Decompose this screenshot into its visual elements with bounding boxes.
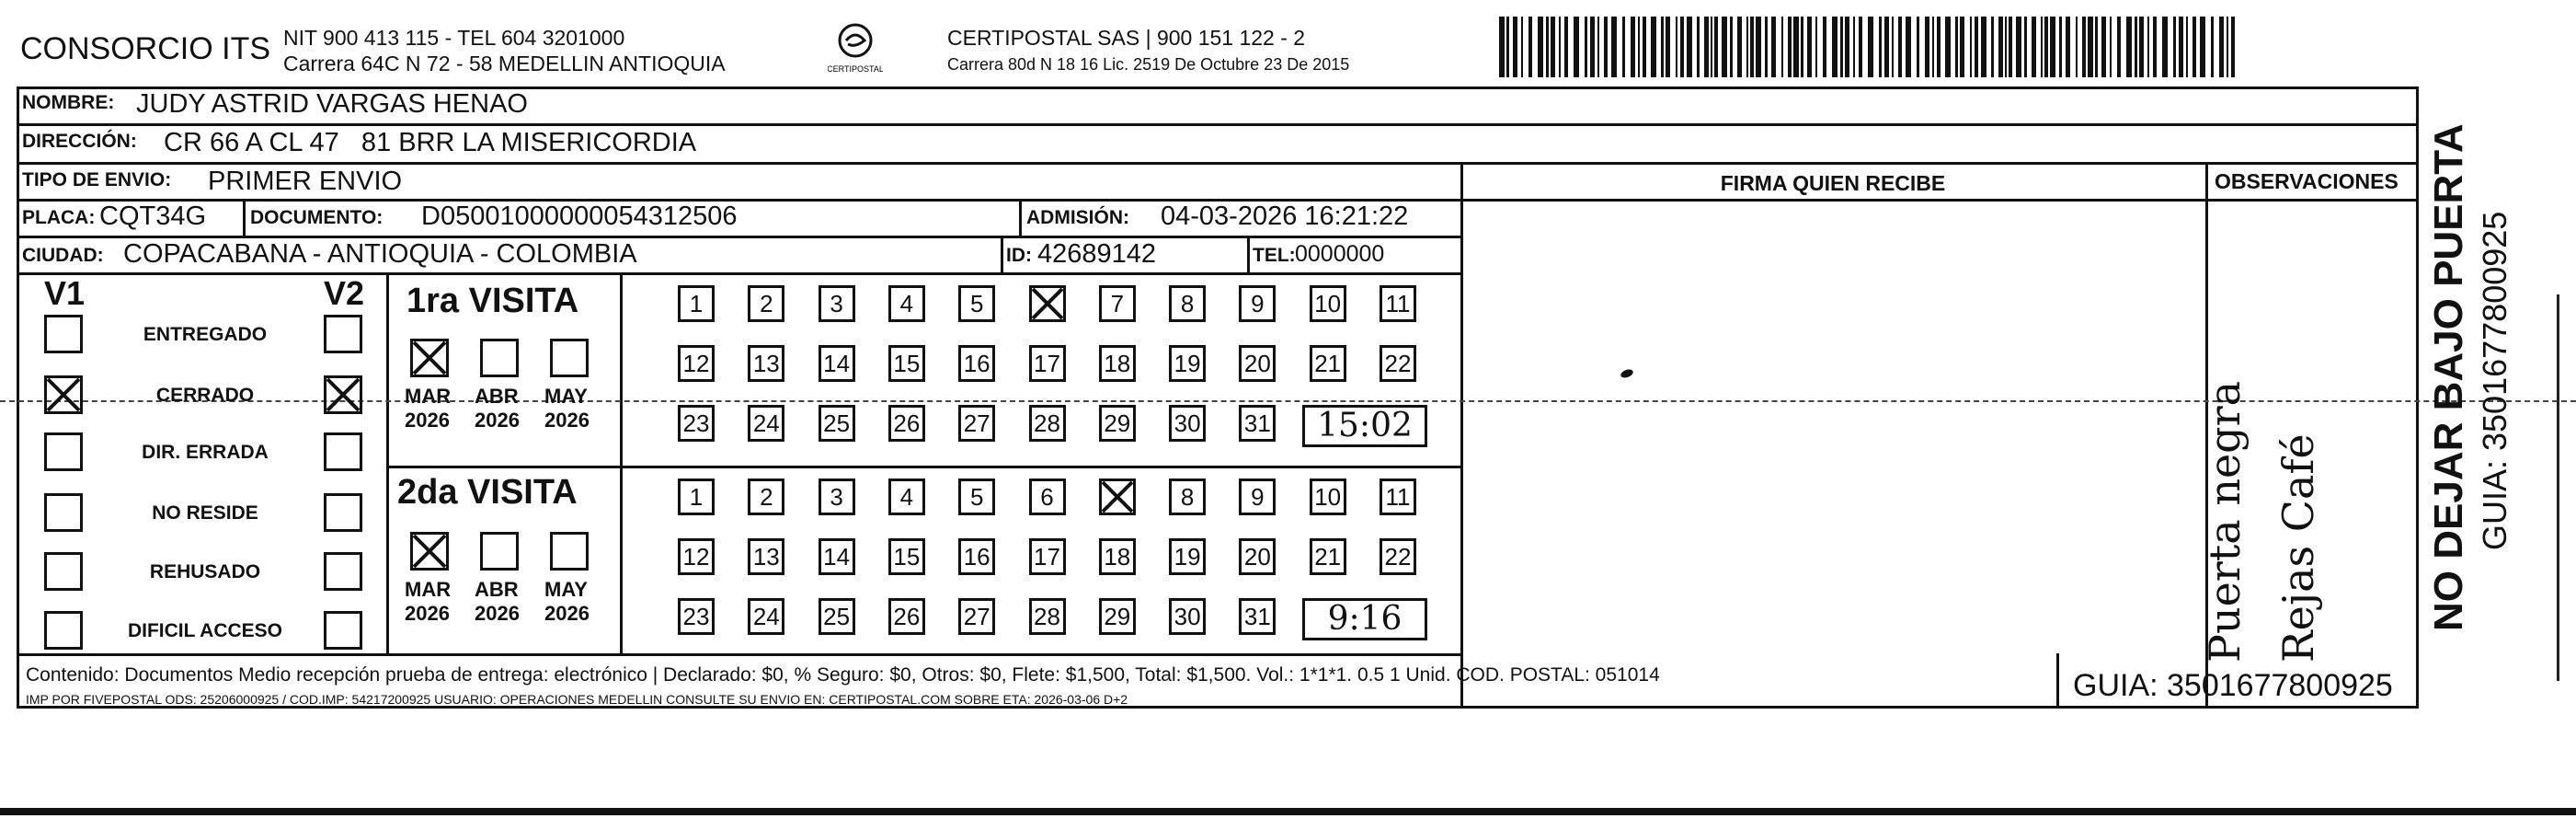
barcode-bar [2016, 17, 2021, 77]
row-divider [17, 236, 1462, 238]
tel-label: TEL: [1253, 245, 1296, 266]
barcode-bar [2162, 17, 2168, 77]
logo-text: CERTIPOSTAL [828, 64, 883, 74]
day-box[interactable]: 30 [1169, 405, 1206, 442]
month-checkbox[interactable] [480, 532, 519, 571]
day-box[interactable]: 6 [1029, 478, 1066, 515]
barcode-bar [1513, 17, 1517, 77]
barcode-bar [1840, 17, 1843, 77]
day-box[interactable]: 17 [1029, 538, 1066, 575]
barcode-bar [1643, 17, 1646, 77]
day-box[interactable]: 26 [888, 405, 925, 442]
day-box[interactable]: 29 [1099, 598, 1136, 635]
direccion-label: DIRECCIÓN: [22, 131, 137, 152]
id-value: 42689142 [1037, 239, 1157, 269]
ciudad-value: COPACABANA - ANTIOQUIA - COLOMBIA [123, 239, 637, 269]
day-box[interactable]: 27 [958, 598, 995, 635]
barcode-bar [2117, 17, 2121, 77]
barcode-bar [1884, 17, 1889, 77]
barcode-bar [1859, 17, 1862, 77]
day-box[interactable]: 8 [1169, 478, 1206, 515]
visit-divider [386, 466, 1462, 468]
day-box[interactable]: 8 [1169, 285, 1206, 322]
table-right-border [2416, 86, 2419, 709]
barcode-bar [2192, 17, 2196, 77]
v2-checkbox[interactable] [324, 432, 362, 471]
day-box[interactable]: 27 [958, 405, 995, 442]
barcode-bar [1680, 17, 1684, 77]
day-box[interactable]: 13 [748, 345, 784, 382]
day-box[interactable]: 10 [1310, 478, 1346, 515]
barcode-bar [1666, 17, 1670, 77]
barcode-bar [1564, 17, 1568, 77]
day-box[interactable]: 20 [1239, 345, 1276, 382]
row-divider [17, 653, 1462, 656]
observaciones-header: OBSERVACIONES [2215, 169, 2399, 193]
barcode-bar [1932, 17, 1934, 77]
barcode-bar [2088, 17, 2093, 77]
company-address: Carrera 64C N 72 - 58 MEDELLIN ANTIOQUIA [283, 52, 726, 75]
month-label: ABR [475, 385, 519, 408]
footer-guia: GUIA: 3501677800925 [2073, 668, 2393, 703]
barcode-bar [2173, 17, 2176, 77]
firma-header: FIRMA QUIEN RECIBE [1720, 171, 1946, 195]
barcode-bar [1771, 17, 1776, 77]
barcode-bar [1746, 17, 1748, 77]
col-divider [1001, 236, 1003, 272]
second-visit-title: 2da VISITA [397, 473, 578, 512]
v2-checkbox[interactable] [324, 552, 362, 591]
barcode-bar [1722, 17, 1727, 77]
barcode-bar [2135, 17, 2137, 77]
barcode-bar [2153, 17, 2157, 77]
placa-value: CQT34G [99, 202, 207, 231]
day-box[interactable]: 22 [1380, 345, 1416, 382]
barcode-bar [1597, 17, 1599, 77]
col-divider [2056, 653, 2059, 709]
observaciones-line-1: Puerta negra [2200, 380, 2250, 663]
barcode-bar [2200, 17, 2205, 77]
barcode-bar [1590, 17, 1595, 77]
day-box[interactable]: 2 [748, 478, 784, 515]
fold-line [0, 400, 2576, 402]
v2-checkbox[interactable] [324, 315, 362, 353]
barcode-bar [1528, 17, 1532, 77]
barcode-bar [1622, 17, 1625, 77]
barcode-bar [2179, 17, 2183, 77]
certipostal-logo [828, 20, 883, 77]
envelope-edge [0, 808, 2576, 815]
barcode-bar [1807, 17, 1812, 77]
day-box[interactable]: 5 [958, 478, 995, 515]
barcode-bar [2044, 17, 2048, 77]
year-label: 2026 [475, 602, 520, 625]
barcode-bar [1945, 17, 1951, 77]
barcode-bar [1991, 17, 1994, 77]
day-box[interactable]: 9 [1239, 285, 1276, 322]
day-box[interactable]: 18 [1099, 345, 1136, 382]
v1-checkbox[interactable] [44, 611, 83, 650]
barcode [1499, 17, 2235, 77]
barcode-bar [1853, 17, 1855, 77]
side-warning: NO DEJAR BAJO PUERTA [2426, 123, 2471, 631]
status-reason-label: DIR. ERRADA [142, 442, 269, 463]
day-box[interactable]: 21 [1310, 538, 1346, 575]
company-name: CONSORCIO ITS [20, 31, 271, 66]
day-box[interactable]: 11 [1380, 285, 1416, 322]
barcode-bar [1521, 17, 1523, 77]
direccion-value: CR 66 A CL 47 81 BRR LA MISERICORDIA [164, 128, 697, 157]
day-box[interactable]: 1 [678, 478, 715, 515]
barcode-bar [1730, 17, 1733, 77]
col-divider [1247, 236, 1250, 272]
barcode-bar [1823, 17, 1826, 77]
barcode-bar [1845, 17, 1849, 77]
check-mark [410, 532, 449, 571]
month-label: MAY [544, 385, 588, 408]
barcode-bar [1892, 17, 1894, 77]
day-box[interactable]: 25 [819, 598, 855, 635]
barcode-bar [1638, 17, 1640, 77]
day-box[interactable]: 20 [1239, 538, 1276, 575]
day-box[interactable]: 24 [748, 598, 784, 635]
status-reason-label: NO RESIDE [152, 502, 258, 524]
v2-checkbox[interactable] [324, 493, 362, 532]
day-box[interactable]: 13 [748, 538, 784, 575]
day-box[interactable]: 3 [819, 478, 855, 515]
barcode-bar [1585, 17, 1587, 77]
v1-checkbox[interactable] [44, 493, 83, 532]
day-box[interactable]: 15 [888, 538, 925, 575]
row-divider [17, 123, 2419, 126]
day-box[interactable]: 5 [958, 285, 995, 322]
barcode-bar [2041, 17, 2043, 77]
barcode-bar [1661, 17, 1664, 77]
barcode-bar [1801, 17, 1803, 77]
barcode-bar [2095, 17, 2098, 77]
ciudad-label: CIUDAD: [22, 245, 104, 266]
month-checkbox[interactable] [550, 339, 589, 377]
row-divider [17, 162, 2419, 165]
barcode-bar [1917, 17, 1919, 77]
day-box[interactable]: 2 [748, 285, 784, 322]
v1-checkbox[interactable] [44, 315, 83, 353]
barcode-bar [1651, 17, 1656, 77]
signature-mark [1620, 368, 1634, 379]
month-label: MAR [405, 385, 452, 408]
tipo-value: PRIMER ENVIO [208, 167, 403, 196]
month-label: MAR [405, 578, 452, 601]
day-box[interactable]: 7 [1099, 285, 1136, 322]
year-label: 2026 [405, 602, 450, 625]
check-mark [410, 339, 449, 377]
day-box[interactable]: 29 [1099, 405, 1136, 442]
barcode-bar [1868, 17, 1873, 77]
barcode-bar [1711, 17, 1712, 77]
day-box[interactable]: 10 [1310, 285, 1346, 322]
month-checkbox[interactable] [550, 532, 589, 571]
year-label: 2026 [405, 409, 450, 432]
envelope-edge [2557, 294, 2559, 681]
year-label: 2026 [544, 409, 590, 432]
footer-imp: IMP POR FIVEPOSTAL ODS: 25206000925 / COD.IMP: 54217200925 USUARIO: OPERACIONES MEDELLIN CONSULTE SU ENVIO EN: CERTIPOSTAL.COM SOBRE ETA: 2026-03-06 D+2 [26, 692, 1128, 707]
barcode-bar [1631, 17, 1635, 77]
barcode-bar [1697, 17, 1700, 77]
barcode-bar [2139, 17, 2144, 77]
check-mark [1029, 285, 1066, 322]
barcode-bar [1898, 17, 1902, 77]
placa-label: PLACA: [22, 207, 96, 228]
day-box[interactable]: 1 [678, 285, 715, 322]
barcode-bar [2009, 17, 2012, 77]
barcode-bar [1737, 17, 1742, 77]
day-box[interactable]: 12 [678, 345, 715, 382]
year-label: 2026 [544, 602, 590, 625]
barcode-bar [2219, 17, 2224, 77]
col-divider [243, 199, 246, 236]
day-box[interactable]: 18 [1099, 538, 1136, 575]
barcode-bar [1955, 17, 1958, 77]
visit-time: 15:02 [1302, 405, 1427, 447]
v2-label: V2 [324, 274, 365, 312]
barcode-bar [1574, 17, 1579, 77]
table-left-border [17, 86, 19, 709]
barcode-bar [1937, 17, 1941, 77]
row-divider [17, 272, 1462, 275]
day-box[interactable]: 23 [678, 598, 715, 635]
visit-time: 9:16 [1302, 598, 1427, 640]
barcode-bar [1551, 17, 1555, 77]
barcode-bar [2059, 17, 2062, 77]
col-divider [620, 272, 623, 653]
barcode-bar [1998, 17, 2003, 77]
barcode-bar [2231, 17, 2235, 77]
barcode-bar [1981, 17, 1986, 77]
barcode-bar [2005, 17, 2007, 77]
barcode-bar [1676, 17, 1677, 77]
day-box[interactable]: 12 [678, 538, 715, 575]
day-box[interactable]: 24 [748, 405, 784, 442]
col-divider [1460, 162, 1463, 706]
day-box[interactable]: 16 [958, 345, 995, 382]
barcode-bar [1559, 17, 1561, 77]
tipo-label: TIPO DE ENVIO: [22, 169, 172, 190]
check-mark [44, 375, 83, 414]
barcode-bar [1704, 17, 1709, 77]
v1-label: V1 [44, 274, 86, 312]
barcode-bar [1970, 17, 1972, 77]
day-box[interactable]: 28 [1029, 598, 1066, 635]
barcode-bar [1788, 17, 1792, 77]
barcode-bar [2147, 17, 2149, 77]
status-reason-label: CERRADO [155, 385, 255, 406]
status-reason-label: DIFICIL ACCESO [127, 620, 282, 641]
day-box[interactable]: 22 [1380, 538, 1416, 575]
day-box[interactable]: 23 [678, 405, 715, 442]
status-reason-label: ENTREGADO [143, 324, 268, 345]
barcode-bar [1546, 17, 1549, 77]
month-label: MAY [544, 578, 588, 601]
barcode-bar [2066, 17, 2070, 77]
nombre-value: JUDY ASTRID VARGAS HENAO [136, 89, 528, 119]
barcode-bar [1756, 17, 1761, 77]
day-box[interactable]: 25 [819, 405, 855, 442]
barcode-bar [2032, 17, 2036, 77]
barcode-bar [2101, 17, 2106, 77]
day-box[interactable]: 19 [1169, 345, 1206, 382]
barcode-bar [2227, 17, 2228, 77]
v2-checkbox[interactable] [324, 611, 362, 650]
day-box[interactable]: 3 [819, 285, 855, 322]
admision-label: ADMISIÓN: [1026, 207, 1129, 228]
barcode-bar [1506, 17, 1509, 77]
admision-value: 04-03-2026 16:21:22 [1161, 202, 1409, 231]
observaciones-line-2: Rejas Café [2273, 433, 2323, 663]
v1-checkbox[interactable] [44, 432, 83, 471]
side-guia: GUIA: 3501677800925 [2476, 211, 2513, 550]
col-divider [1019, 199, 1022, 236]
id-label: ID: [1006, 245, 1032, 266]
month-label: ABR [475, 578, 519, 601]
day-box[interactable]: 4 [888, 285, 925, 322]
barcode-bar [1906, 17, 1911, 77]
barcode-bar [1879, 17, 1882, 77]
certipostal-license: Carrera 80d N 18 16 Lic. 2519 De Octubre 23 De 2015 [947, 55, 1350, 74]
day-box[interactable]: 16 [958, 538, 995, 575]
day-box[interactable]: 19 [1169, 538, 1206, 575]
barcode-bar [1499, 17, 1505, 77]
col-divider [386, 272, 389, 653]
barcode-bar [2082, 17, 2086, 77]
barcode-bar [1960, 17, 1964, 77]
barcode-bar [1538, 17, 1543, 77]
barcode-bar [1925, 17, 1929, 77]
barcode-bar [1832, 17, 1838, 77]
day-box[interactable]: 21 [1310, 345, 1346, 382]
barcode-bar [1975, 17, 1978, 77]
day-box[interactable]: 15 [888, 345, 925, 382]
barcode-bar [1611, 17, 1617, 77]
barcode-bar [1765, 17, 1768, 77]
day-box[interactable]: 30 [1169, 598, 1206, 635]
barcode-bar [2126, 17, 2132, 77]
day-box[interactable]: 9 [1239, 478, 1276, 515]
barcode-bar [1815, 17, 1817, 77]
check-mark [324, 375, 362, 414]
day-box[interactable]: 14 [819, 538, 855, 575]
barcode-bar [2024, 17, 2027, 77]
day-box[interactable]: 14 [819, 345, 855, 382]
day-box[interactable]: 11 [1380, 478, 1416, 515]
barcode-bar [1714, 17, 1718, 77]
certipostal-info: CERTIPOSTAL SAS | 900 151 122 - 2 [947, 26, 1306, 50]
company-nit: NIT 900 413 115 - TEL 604 3201000 [283, 26, 625, 50]
nombre-label: NOMBRE: [22, 92, 115, 113]
barcode-bar [1604, 17, 1608, 77]
barcode-bar [2076, 17, 2078, 77]
status-reason-label: REHUSADO [149, 561, 261, 582]
footer-contenido: Contenido: Documentos Medio recepción prueba de entrega: electrónico | Declarado: $0, % Seguro: $0, Otros: $0, Flete: $1,500, Total: $1,500. Vol.: 1*1*1. 0.5 1 Unid. COD. POSTAL: 051014 [26, 664, 1660, 686]
documento-value: D05001000000054312506 [421, 202, 738, 231]
barcode-bar [1750, 17, 1754, 77]
barcode-bar [2211, 17, 2214, 77]
v1-checkbox[interactable] [44, 552, 83, 591]
day-box[interactable]: 17 [1029, 345, 1066, 382]
day-box[interactable]: 31 [1239, 598, 1276, 635]
barcode-bar [1687, 17, 1692, 77]
day-box[interactable]: 26 [888, 598, 925, 635]
documento-label: DOCUMENTO: [250, 207, 384, 228]
month-checkbox[interactable] [480, 339, 519, 377]
barcode-bar [1781, 17, 1783, 77]
day-box[interactable]: 4 [888, 478, 925, 515]
barcode-bar [2050, 17, 2055, 77]
tel-value: 0000000 [1295, 241, 1385, 267]
day-box[interactable]: 31 [1239, 405, 1276, 442]
barcode-bar [1793, 17, 1799, 77]
year-label: 2026 [475, 409, 520, 432]
check-mark [1099, 478, 1136, 515]
barcode-bar [2186, 17, 2188, 77]
first-visit-title: 1ra VISITA [406, 282, 579, 320]
day-box[interactable]: 28 [1029, 405, 1066, 442]
barcode-bar [2110, 17, 2112, 77]
